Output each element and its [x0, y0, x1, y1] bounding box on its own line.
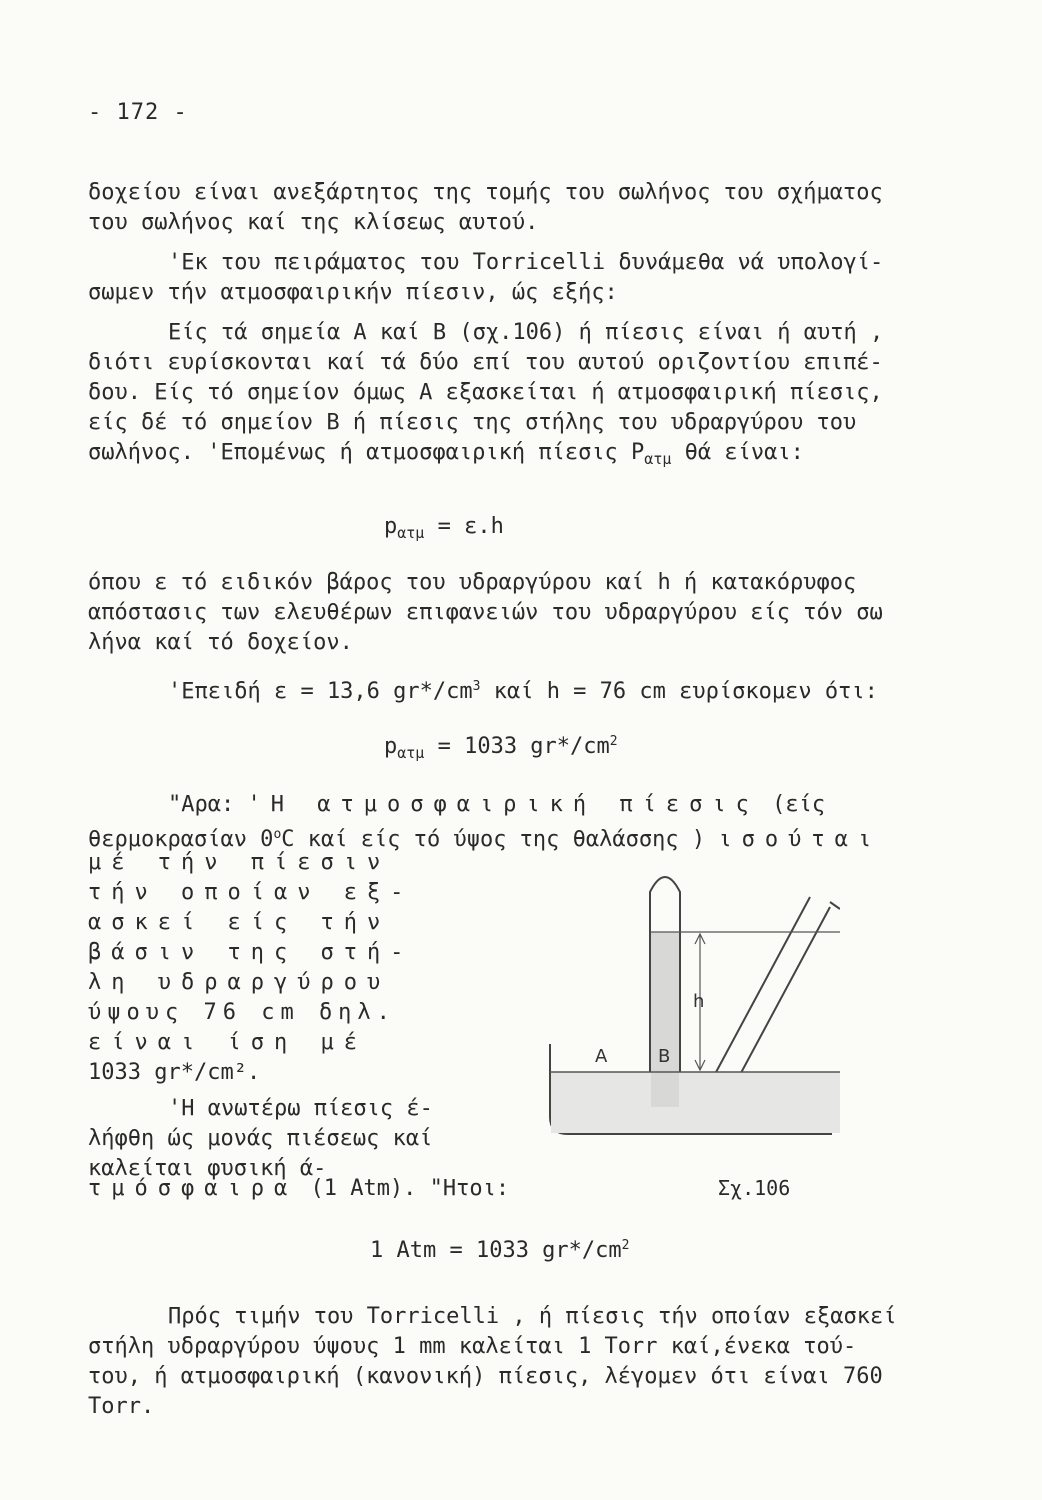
inclined-tube [830, 902, 840, 909]
text-line: μέ τήν πίεσιν [88, 850, 391, 875]
formula-result [384, 734, 618, 762]
subscript: ατμ [397, 524, 425, 542]
text-span: "Αρα: [168, 792, 248, 817]
tube-mercury [651, 932, 679, 1107]
text-line [88, 790, 978, 820]
formula-text: 1 Atm = 1033 gr*/cm [370, 1238, 622, 1263]
figure-caption: Σχ.106 [718, 1176, 791, 1200]
mercury-surface [551, 1072, 840, 1133]
text-line: του σωλήνος καί της κλίσεως αυτού. [88, 210, 539, 235]
text-line: είναι ίση μέ [88, 1030, 367, 1055]
paragraph-4 [88, 568, 978, 658]
paragraph-6 [88, 790, 978, 855]
text-line: δοχείου είναι ανεξάρτητος της τομής του σωλήνος του σχήματος [88, 180, 883, 205]
torricelli-figure [540, 862, 840, 1162]
emphasized-text: 'Η ατμοσφαιρική πίεσις [247, 792, 759, 817]
text-line: στήλη υδραργύρου ύψους 1 mm καλείται 1 Torr καί,ένεκα τού- [88, 1334, 857, 1359]
paragraph-7 [88, 1302, 978, 1422]
superscript: ο [273, 827, 282, 842]
superscript: 2 [609, 734, 618, 749]
text-line: δου. Είς τό σημείον όμως Α εξασκείται ή ατμοσφαιρική πίεσις, [88, 380, 883, 405]
paragraph-1 [88, 178, 978, 238]
subscript: ατμ [644, 450, 672, 468]
text-line: ασκεί είς τήν [88, 910, 391, 935]
emphasized-text: ισούται [718, 827, 882, 852]
paragraph-5 [88, 672, 978, 707]
text-line: Torr. [88, 1394, 155, 1419]
page-number: - 172 - [88, 100, 188, 125]
label-h: h [693, 991, 705, 1012]
text-line: όπου ε τό ειδικόν βάρος του υδραργύρου καί h ή κατακόρυφος [88, 570, 857, 595]
left-column-text [88, 848, 488, 1184]
text-line: είς δέ τό σημείον Β ή πίεσις της στήλης του υδραργύρου του [88, 410, 857, 435]
superscript: 2 [621, 1238, 630, 1253]
text-line: λη υδραργύρου [88, 970, 391, 995]
text-span: θά είναι: [671, 440, 804, 465]
text-span: C καί είς τό ύψος της θαλάσσης ) [281, 827, 719, 852]
formula-symbol: p [384, 514, 398, 539]
text-line: Είς τά σημεία Α καί Β (σχ.106) ή πίεσις είναι ή αυτή , [168, 320, 884, 345]
label-b: B [658, 1046, 671, 1067]
label-a: A [595, 1046, 608, 1067]
text-line: τήν οποίαν εξ- [88, 880, 414, 905]
text-line: 'Η ανωτέρω πίεσις έ- [168, 1096, 433, 1121]
formula-symbol: p [384, 734, 398, 759]
paragraph-2 [88, 248, 978, 308]
text-span: (1 Atm). "Ητοι: [297, 1176, 510, 1201]
text-line [88, 438, 978, 474]
text-span: καί h = 76 cm ευρίσκομεν ότι: [480, 679, 878, 704]
text-line: λήφθη ώς μονάς πιέσεως καί [88, 1126, 433, 1151]
text-line: λήνα καί τό δοχείον. [88, 630, 353, 655]
text-span: 'Επειδή ε = 13,6 gr*/cm [168, 679, 473, 704]
emphasized-text: τμόσφαιρα [88, 1176, 298, 1201]
text-span: θερμοκρασίαν 0 [88, 827, 274, 852]
formula-rhs: = 1033 gr*/cm [424, 734, 610, 759]
text-line: Πρός τιμήν του Torricelli , ή πίεσις τήν οποίαν εξασκεί [168, 1304, 897, 1329]
formula-p-atm [384, 514, 504, 542]
text-line: βάσιν της στή- [88, 940, 414, 965]
text-line [88, 1176, 509, 1201]
text-line: απόστασις των ελευθέρων επιφανειών του υδραργύρου είς τόν σω [88, 600, 883, 625]
paragraph-3 [88, 318, 978, 474]
text-line: 'Εκ του πειράματος του Torricelli δυνάμεθα νά υπολογί- [168, 250, 884, 275]
text-line: καλείται φυσική ά- [88, 1156, 327, 1181]
text-line: διότι ευρίσκονται καί τά δύο επί του αυτού οριζοντίου επιπέ- [88, 350, 883, 375]
text-line: 1033 gr*/cm². [88, 1060, 261, 1085]
formula-atm [370, 1238, 630, 1263]
formula-rhs: = ε.h [424, 514, 504, 539]
text-span: σωλήνος. 'Επομένως ή ατμοσφαιρική πίεσις P [88, 440, 645, 465]
text-span: (είς [758, 792, 826, 817]
superscript: 3 [472, 679, 481, 694]
text-line: του, ή ατμοσφαιρική (κανονική) πίεσις, λέγομεν ότι είναι 760 [88, 1364, 883, 1389]
text-line: ύψους 76 cm δηλ. [88, 1000, 396, 1025]
subscript: ατμ [397, 744, 425, 762]
text-line: σωμεν τήν ατμοσφαιρικήν πίεσιν, ώς εξής: [88, 280, 618, 305]
